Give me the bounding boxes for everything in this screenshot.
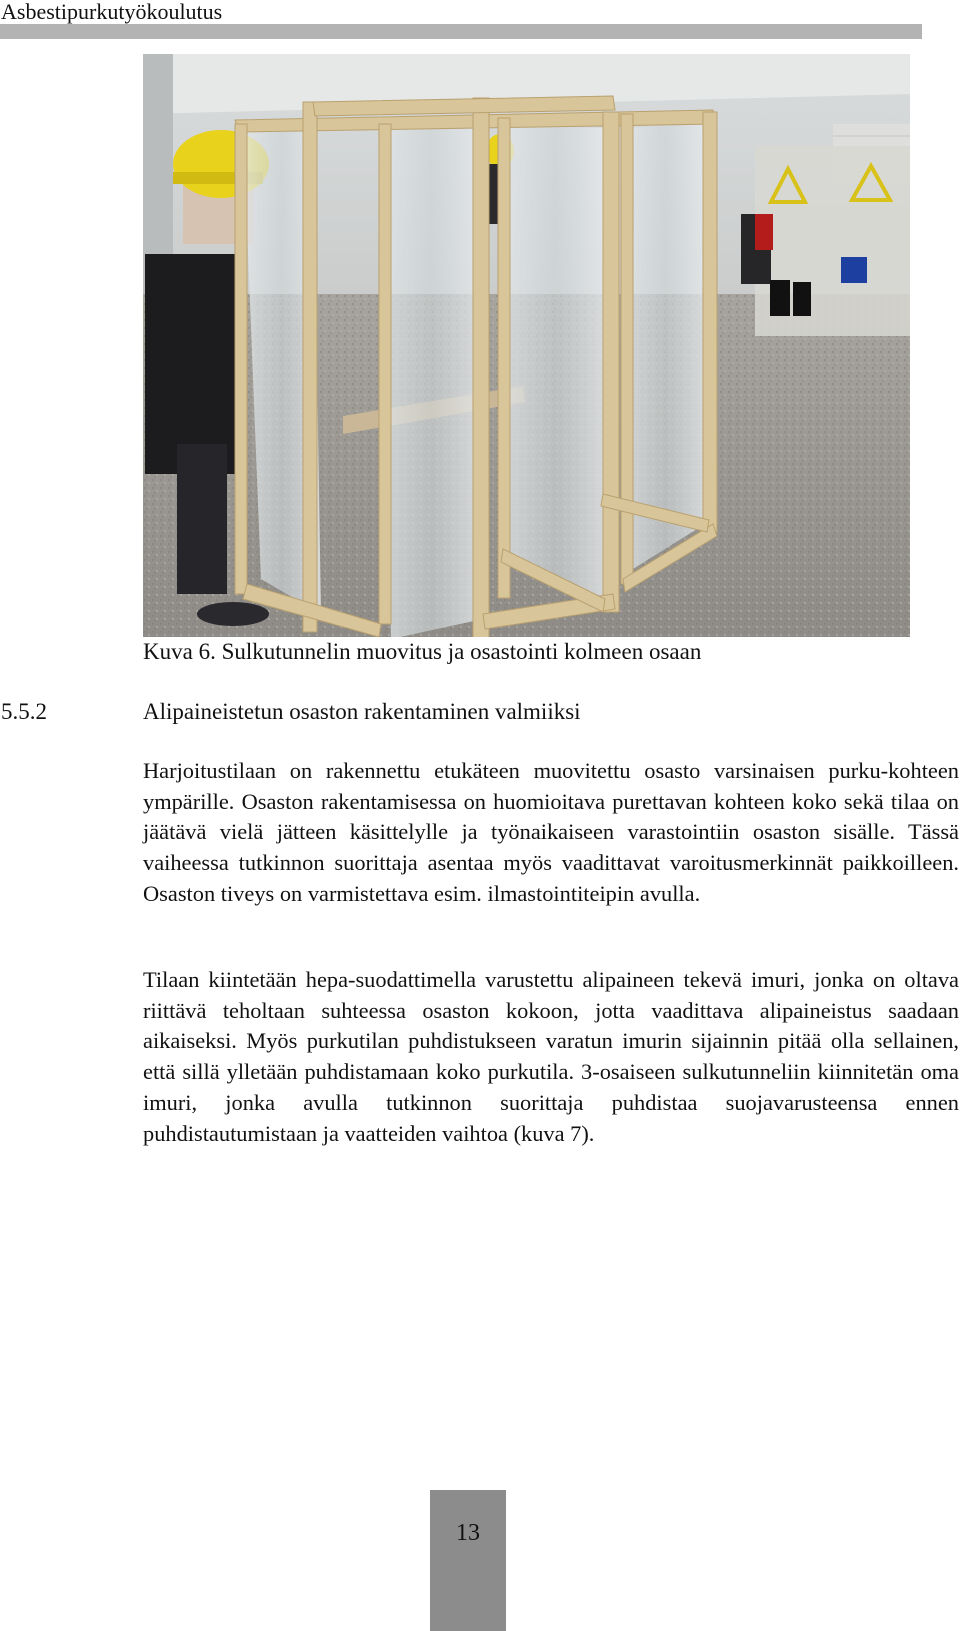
section-title: Alipaineistetun osaston rakentaminen valmiiksi (143, 699, 581, 724)
page-number-box (430, 1490, 506, 1631)
body-paragraph: Tilaan kiintetään hepa-suodattimella varustettu alipaineen tekevä imuri, jonka on oltava riittävä teholtaan suhteessa osaston kokoon, jotta vaadittava alipaineistus saadaan aikaiseksi. Myös purkutilan puhdistukseen varatun imurin sijainnin pitää olla sellainen, että sillä ylletään puhdistamaan koko purkutila. 3-osaiseen sulkutunneliin kiinnitetän oma imuri, jonka avulla tutkinnon suorittaja puhdistaa suojavarusteensa ennen puhdistautumistaan ja vaatteiden vaihtoa (kuva 7). (143, 967, 959, 1146)
page-number: 13 (456, 1520, 480, 1546)
section-number: 5.5.2 (1, 699, 47, 724)
figure-photo (143, 54, 910, 637)
figure-caption: Kuva 6. Sulkutunnelin muovitus ja osastointi kolmeen osaan (143, 639, 702, 664)
header-rule (0, 24, 922, 39)
running-header-title: Asbestipurkutyökoulutus (1, 0, 223, 24)
body-paragraph: Harjoitustilaan on rakennettu etukäteen muovitettu osasto varsinaisen purku-kohteen ympärille. Osaston rakentamisessa on huomioitava purettavan kohteen koko sekä tilaa on jäätävä vielä jätteen käsittelylle ja työnaikaiseen varastointiin osaston sisälle. Tässä vaiheessa tutkinnon suorittaja asentaa myös vaadittavat varoitusmerkinnät paikkoilleen. Osaston tiveys on varmistettava esim. ilmastointiteipin avulla. (143, 758, 959, 906)
